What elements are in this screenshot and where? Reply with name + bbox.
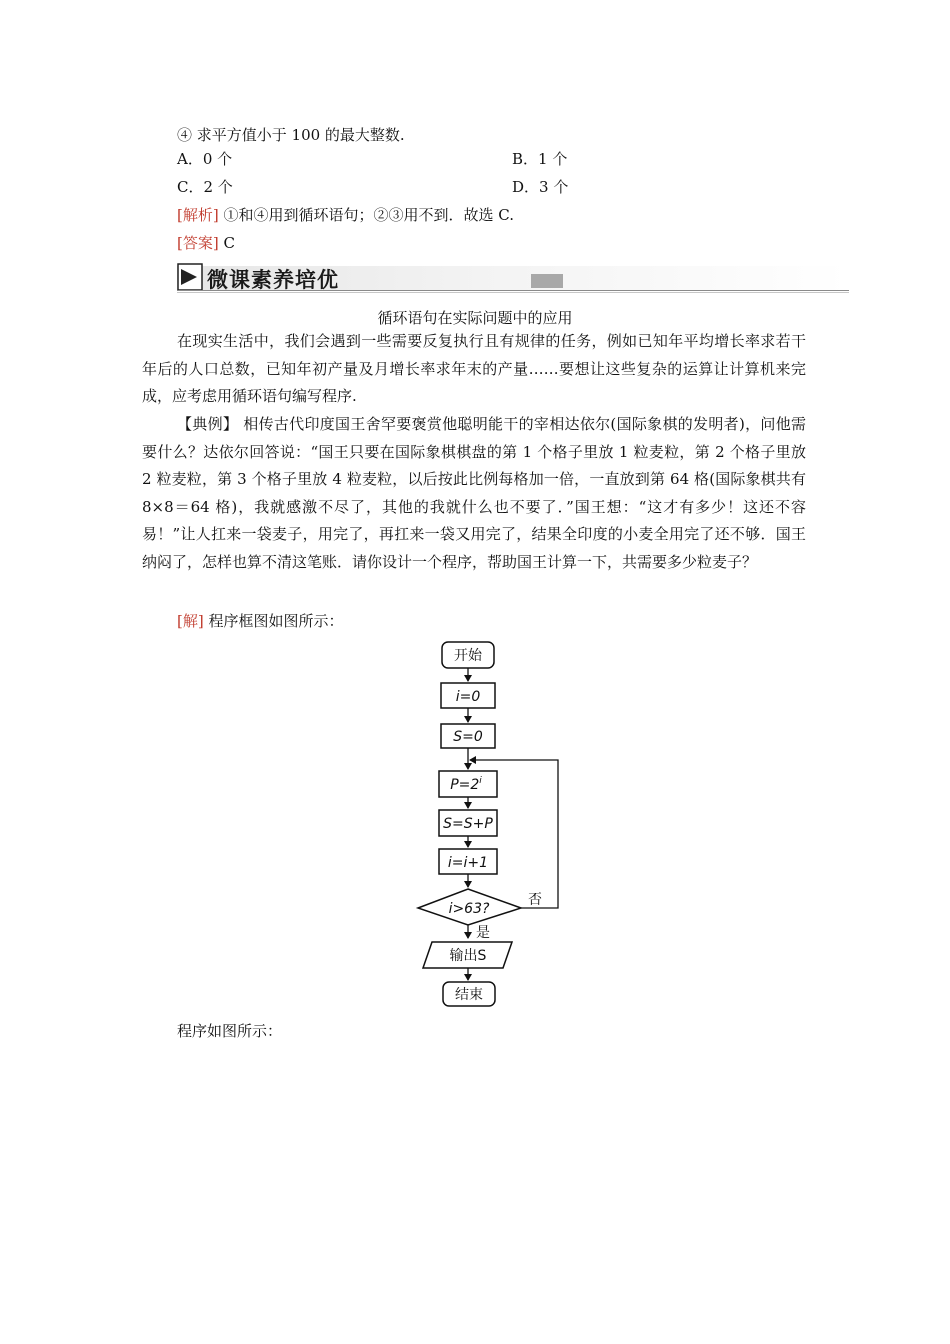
banner-arrow-icon bbox=[177, 263, 203, 291]
answer-line bbox=[177, 232, 235, 254]
p-assign-base: P=2 bbox=[450, 777, 480, 793]
example-paragraph bbox=[142, 411, 806, 577]
yes-branch-label: 是 bbox=[476, 925, 490, 941]
end-label: 结束 bbox=[455, 987, 483, 1003]
p-assign-exponent: i bbox=[479, 776, 482, 786]
solution-line bbox=[177, 610, 344, 632]
analysis-text: ①和④用到循环语句；②③用不到．故选 C. bbox=[218, 206, 514, 224]
answer-tag: [答案] bbox=[177, 234, 219, 252]
example-tag: 【典例】 bbox=[177, 415, 239, 433]
footer-line: 程序如图所示： bbox=[177, 1022, 283, 1040]
section-title: 循环语句在实际问题中的应用 bbox=[377, 309, 573, 327]
s-update-label: S=S+P bbox=[443, 816, 493, 832]
answer-text: C bbox=[218, 234, 235, 252]
option-c: C．2 个 bbox=[177, 178, 233, 196]
option-b: B．1 个 bbox=[512, 150, 568, 168]
condition-label: i>63? bbox=[448, 901, 490, 917]
option-d: D．3 个 bbox=[512, 178, 569, 196]
output-label: 输出S bbox=[449, 948, 487, 964]
no-branch-label: 否 bbox=[528, 892, 542, 908]
analysis-line bbox=[177, 204, 514, 226]
p-assign-label bbox=[450, 776, 482, 793]
solution-tag: [解] bbox=[177, 612, 204, 630]
banner-divider bbox=[177, 290, 849, 291]
s-init-label: S=0 bbox=[453, 729, 483, 745]
question-item-4: ④ 求平方值小于 100 的最大整数. bbox=[177, 126, 405, 144]
solution-text: 程序框图如图所示： bbox=[203, 612, 344, 630]
analysis-tag: [解析] bbox=[177, 206, 219, 224]
i-init-label: i=0 bbox=[455, 689, 481, 705]
option-a: A．0 个 bbox=[177, 150, 233, 168]
program-flowchart bbox=[410, 638, 580, 1012]
section-banner bbox=[177, 262, 849, 294]
example-text: 相传古代印度国王舍罕要褒赏他聪明能干的宰相达依尔(国际象棋的发明者)，问他需要什么？达依尔回答说：“国王只要在国际象棋棋盘的第 1 个格子里放 1 粒麦粒，第 2 个格子里放 2 粒麦粒，第 3 个格子里放 4 粒麦粒，以后按此比例每格加一倍，一直放到第 64 格(国际象棋共有 8×8＝64 格)，我就感激不尽了，其他的我就什么也不要了．”国王想：“这才有多少！这还不容易！”让人扛来一袋麦子，用完了，再扛来一袋又用完了，结果全印度的小麦全用完了还不够．国王纳闷了，怎样也算不清这笔账．请你设计一个程序，帮助国王计算一下，共需要多少粒麦子？ bbox=[142, 415, 806, 571]
banner-bar bbox=[531, 274, 563, 288]
intro-paragraph: 在现实生活中，我们会遇到一些需要反复执行且有规律的任务，例如已知年平均增长率求若干年后的人口总数，已知年初产量及月增长率求年末的产量……要想让这些复杂的运算让计算机来完成，应考虑用循环语句编写程序. bbox=[142, 332, 806, 406]
i-update-label: i=i+1 bbox=[447, 855, 489, 871]
banner-divider-thin bbox=[177, 292, 849, 293]
start-label: 开始 bbox=[454, 648, 482, 664]
banner-title: 微课素养培优 bbox=[207, 268, 339, 292]
